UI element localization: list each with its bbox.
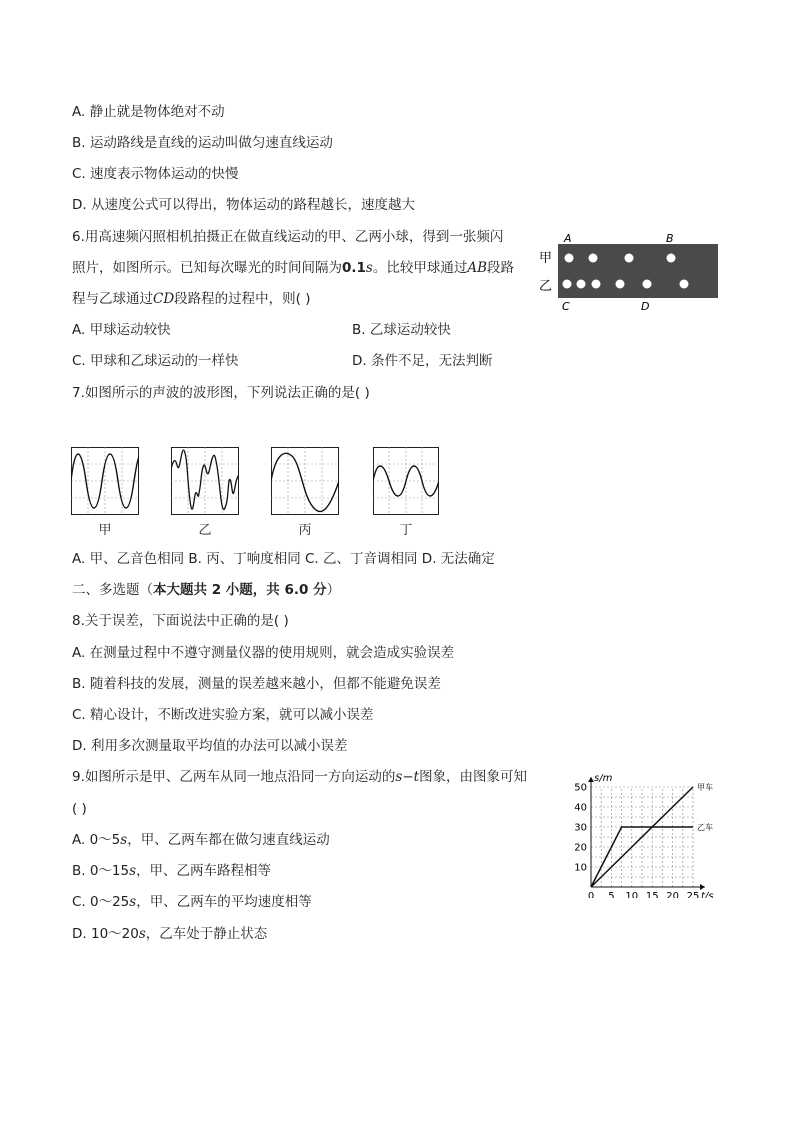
ball-yi [643,280,652,289]
waveform-caption-ding: 丁 [399,523,413,538]
ball-yi [563,280,572,289]
q6-option-c: C. 甲球和乙球运动的一样快 [72,353,239,369]
ball-yi [592,280,601,289]
st-graph [560,768,730,898]
ball-jia [667,254,676,263]
waveform-caption-yi: 乙 [198,523,212,538]
y-axis-label: s/m [594,773,613,784]
q5-option-a: A. 静止就是物体绝对不动 [72,104,225,120]
label-b: B [666,232,674,245]
y-tick-label: 20 [574,842,587,854]
q7-options: A. 甲、乙音色相同 B. 丙、丁响度相同 C. 乙、丁音调相同 D. 无法确定 [72,551,495,567]
ball-yi [577,280,586,289]
q6-stem-line3: 程与乙球通过CD段路程的过程中，则( ) [72,291,311,307]
x-axis-arrow [700,884,705,890]
q9-option-d: D. 10～20s，乙车处于静止状态 [72,926,268,942]
waveform-jia [71,447,139,515]
y-tick-label: 10 [574,862,587,874]
q9-stem-line2: ( ) [72,801,87,817]
y-tick-label: 40 [574,802,587,814]
q6-option-d: D. 条件不足，无法判断 [352,353,493,369]
q9-option-a: A. 0～5s，甲、乙两车都在做匀速直线运动 [72,832,330,848]
q5-option-d: D. 从速度公式可以得出，物体运动的路程越长，速度越大 [72,197,415,213]
q6-option-b: B. 乙球运动较快 [352,322,451,338]
x-tick-label: 5 [608,891,615,898]
q8-stem: 8.关于误差，下面说法中正确的是( ) [72,613,289,629]
q8-option-b: B. 随着科技的发展，测量的误差越来越小，但都不能避免误差 [72,676,441,692]
q9-option-c: C. 0～25s，甲、乙两车的平均速度相等 [72,894,312,910]
x-tick-label: 10 [625,891,639,898]
waveform-caption-bing: 丙 [298,523,312,538]
x-tick-label: 25 [686,891,700,898]
strobe-photo-figure [534,228,724,314]
q8-option-d: D. 利用多次测量取平均值的办法可以减小误差 [72,738,348,754]
series-label: 甲车 [697,783,713,792]
label-d: D [641,300,650,313]
y-tick-label: 50 [574,782,587,794]
waveform-yi [171,447,239,515]
label-c: C [562,300,570,313]
row-label-jia: 甲 [539,251,553,266]
ball-jia [565,254,574,263]
waveform-caption-jia: 甲 [98,523,112,538]
label-a: A [564,232,572,245]
waveform-ding [373,447,439,515]
q6-stem-line1: 6.用高速频闪照相机拍摄正在做直线运动的甲、乙两小球，得到一张频闪 [72,229,504,245]
q7-stem: 7.如图所示的声波的波形图，下列说法正确的是( ) [72,385,370,401]
q5-option-b: B. 运动路线是直线的运动叫做匀速直线运动 [72,135,333,151]
x-tick-label: 20 [666,891,679,898]
ball-jia [589,254,598,263]
x-axis-label: t/s [701,891,714,898]
x-tick-label: 0 [587,891,595,898]
ball-jia [625,254,634,263]
ball-yi [616,280,625,289]
q6-option-a: A. 甲球运动较快 [72,322,171,338]
x-tick-label: 15 [645,891,659,898]
q5-option-c: C. 速度表示物体运动的快慢 [72,166,239,182]
series-label: 乙车 [697,823,713,832]
section-heading: 二、多选题（本大题共 2 小题，共 6.0 分） [72,582,341,598]
y-tick-label: 30 [574,822,587,834]
q9-stem-line1: 9.如图所示是甲、乙两车从同一地点沿同一方向运动的s−t图象，由图象可知 [72,769,528,785]
q8-option-a: A. 在测量过程中不遵守测量仪器的使用规则，就会造成实验误差 [72,645,455,661]
row-label-yi: 乙 [539,279,553,294]
q9-option-b: B. 0～15s，甲、乙两车路程相等 [72,863,272,879]
strobe-photo-background [558,244,718,298]
q8-option-c: C. 精心设计，不断改进实验方案，就可以减小误差 [72,707,374,723]
q6-stem-line2: 照片，如图所示。已知每次曝光的时间间隔为0.1s。比较甲球通过AB段路 [72,260,515,276]
ball-yi [680,280,689,289]
waveform-bing [271,447,339,515]
